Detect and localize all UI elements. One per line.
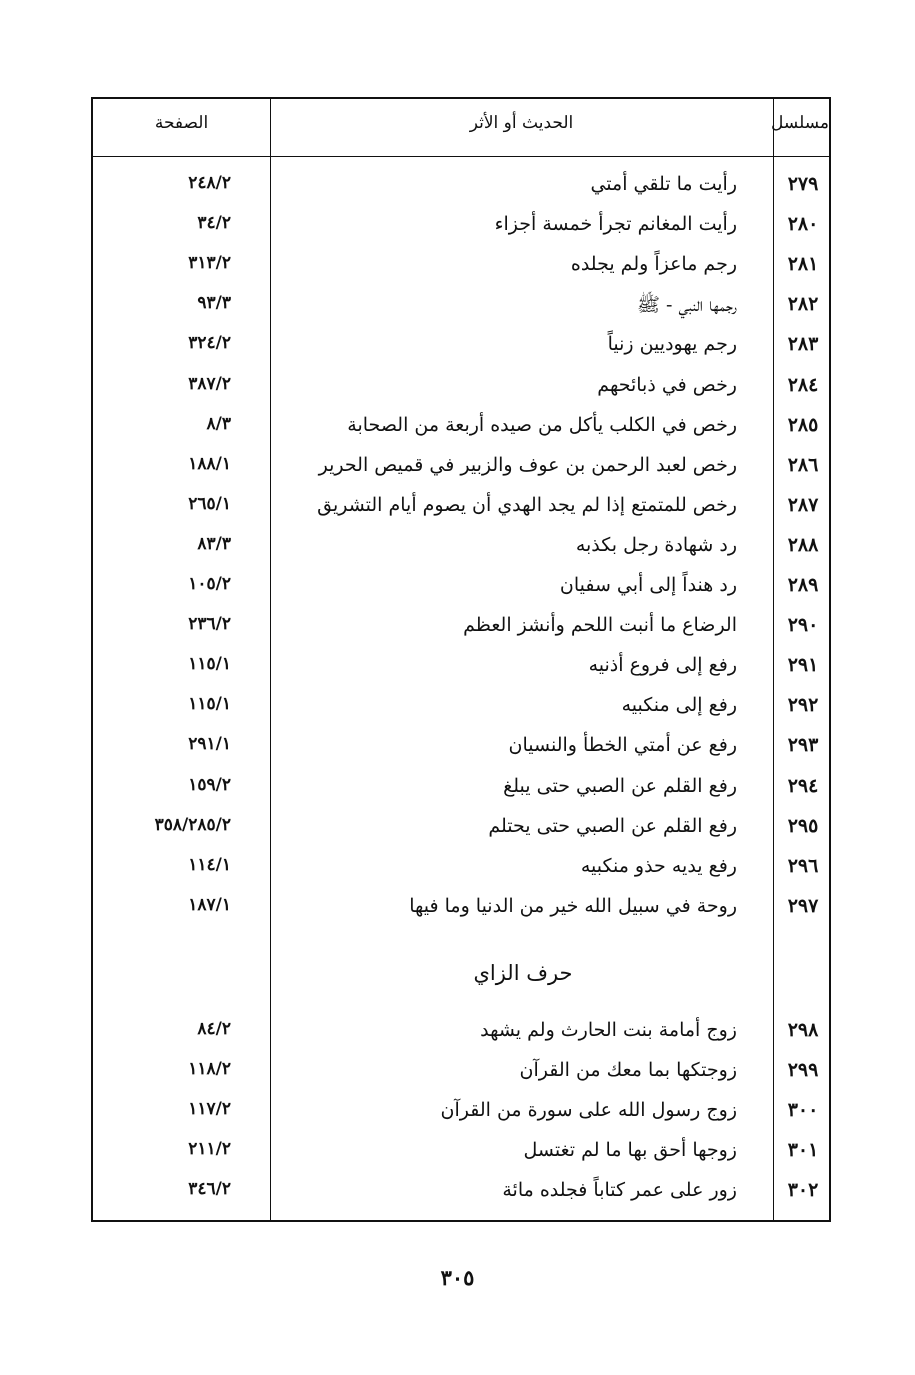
table-row [93,454,829,494]
header-page: الصفحة [154,113,209,133]
row-serial: ٣٠٢ [787,1179,819,1201]
row-page: ٢٤٨/٢ [188,173,231,193]
row-page: ١١٥/١ [188,694,231,715]
row-page: ٩٣/٣ [197,293,231,314]
row-serial: ٢٨١ [787,253,819,276]
row-page: ٣٥٨/٢٨٥/٢ [154,814,231,835]
row-serial: ٢٨٧ [787,493,819,516]
table-row [93,895,829,935]
row-serial: ٢٨٦ [787,453,819,476]
table-row [93,213,829,253]
row-serial: ٢٩٢ [787,694,819,717]
row-serial: ٢٩٧ [787,894,819,917]
row-text: رجمها النبي - ﷺ [637,294,737,317]
table-row [93,173,829,213]
row-page: ١٥٩/٢ [188,774,231,795]
row-text: رخص لعبد الرحمن بن عوف والزبير في قميص الحرير [318,453,737,476]
row-serial: ٢٨٤ [787,373,819,396]
table-row [93,293,829,333]
table-row [93,734,829,774]
row-serial: ٢٩٦ [787,854,819,877]
row-text: رأيت ما تلقي أمتي [590,173,737,195]
row-page: ٣١٣/٢ [188,253,231,274]
row-page: ١٠٥/٢ [188,574,231,594]
row-serial: ٢٩٨ [787,1019,819,1041]
row-text: زوج رسول الله على سورة من القرآن [440,1099,737,1121]
row-serial: ٣٠٠ [787,1099,819,1121]
table-row [93,574,829,614]
row-page: ١٨٧/١ [188,894,231,915]
row-text: زور على عمر كتاباً فجلده مائة [502,1179,737,1201]
row-text: رفع إلى منكبيه [621,694,737,717]
row-page: ١١٤/١ [188,854,231,875]
row-text: رخص في الكلب يأكل من صيده أربعة من الصحابة [347,413,737,436]
row-page: ٢٣٦/٢ [188,614,231,635]
row-serial: ٢٩٠ [787,614,819,637]
page-number: ٣٠٥ [440,1265,475,1290]
row-text: رجم ماعزاً ولم يجلده [570,253,737,276]
row-serial: ٢٨٩ [787,574,819,596]
row-serial: ٢٩٤ [787,774,819,797]
row-text: رأيت المغانم تجرأ خمسة أجزاء [494,213,737,236]
row-serial: ٢٨٢ [787,293,819,316]
row-text: زوجها أحق بها ما لم تغتسل [523,1139,737,1161]
row-text: رفع القلم عن الصبي حتى يحتلم [488,814,737,837]
table-row [93,414,829,454]
row-serial: ٣٠١ [787,1139,819,1161]
row-text: رد هنداً إلى أبي سفيان [559,574,737,596]
row-text: رجم يهوديين زنياً [607,333,737,356]
row-serial: ٢٩١ [787,654,819,677]
table-row [93,1019,829,1059]
row-page: ٣٤٦/٢ [188,1179,231,1199]
table-row [93,654,829,694]
row-page: ٨٤/٢ [197,1019,231,1039]
header-text: الحديث أو الأثر [469,113,574,133]
row-page: ١١٨/٢ [188,1059,231,1079]
row-page: ٣٢٤/٢ [188,333,231,354]
table-row [93,1179,829,1219]
row-serial: ٢٨٠ [787,213,819,236]
row-page: ٢٦٥/١ [188,493,231,514]
table-row [93,494,829,534]
row-text: روحة في سبيل الله خير من الدنيا وما فيها [409,894,737,917]
row-page: ١١٧/٢ [188,1099,231,1119]
row-page: ٨/٣ [206,413,231,434]
row-page: ٨٣/٣ [197,533,231,554]
row-text: زوجتكها بما معك من القرآن [519,1059,737,1081]
row-page: ١٨٨/١ [188,453,231,474]
row-text: الرضاع ما أنبت اللحم وأنشز العظم [463,614,737,637]
section-title: حرف الزاي [473,961,573,985]
row-page: ١١٥/١ [188,654,231,675]
table-row [93,614,829,654]
row-serial: ٢٨٣ [787,333,819,356]
table-row [93,374,829,414]
row-page: ٣٤/٢ [197,213,231,234]
row-text: رفع يديه حذو منكبيه [580,854,737,877]
table-row [93,815,829,855]
table-row [93,694,829,734]
row-serial: ٢٧٩ [787,173,819,195]
row-serial: ٢٩٩ [787,1059,819,1081]
row-text: رخص للمتمتع إذا لم يجد الهدي أن يصوم أيام التشريق [317,493,737,516]
table-row [93,855,829,895]
row-text: رفع إلى فروع أذنيه [588,654,737,677]
row-serial: ٢٩٣ [787,734,819,757]
table-row [93,1139,829,1179]
row-serial: ٢٨٥ [787,413,819,436]
row-text: رفع عن أمتي الخطأ والنسيان [508,734,737,757]
table-row [93,1059,829,1099]
row-text: رخص في ذبائحهم [597,373,737,396]
table-row [93,253,829,293]
hadith-index-table [91,97,831,1222]
header-divider [93,156,829,157]
row-page: ٢٩١/١ [188,734,231,755]
row-text: رد شهادة رجل بكذبه [575,533,737,556]
table-row [93,333,829,373]
row-text: زوج أمامة بنت الحارث ولم يشهد [480,1019,737,1041]
row-serial: ٢٩٥ [787,814,819,837]
row-text: رفع القلم عن الصبي حتى يبلغ [503,774,737,797]
row-page: ٢١١/٢ [188,1139,231,1159]
table-row [93,1099,829,1139]
table-row [93,534,829,574]
row-page: ٣٨٧/٢ [188,373,231,394]
table-row [93,775,829,815]
header-serial: مسلسل [771,113,829,133]
row-serial: ٢٨٨ [787,533,819,556]
